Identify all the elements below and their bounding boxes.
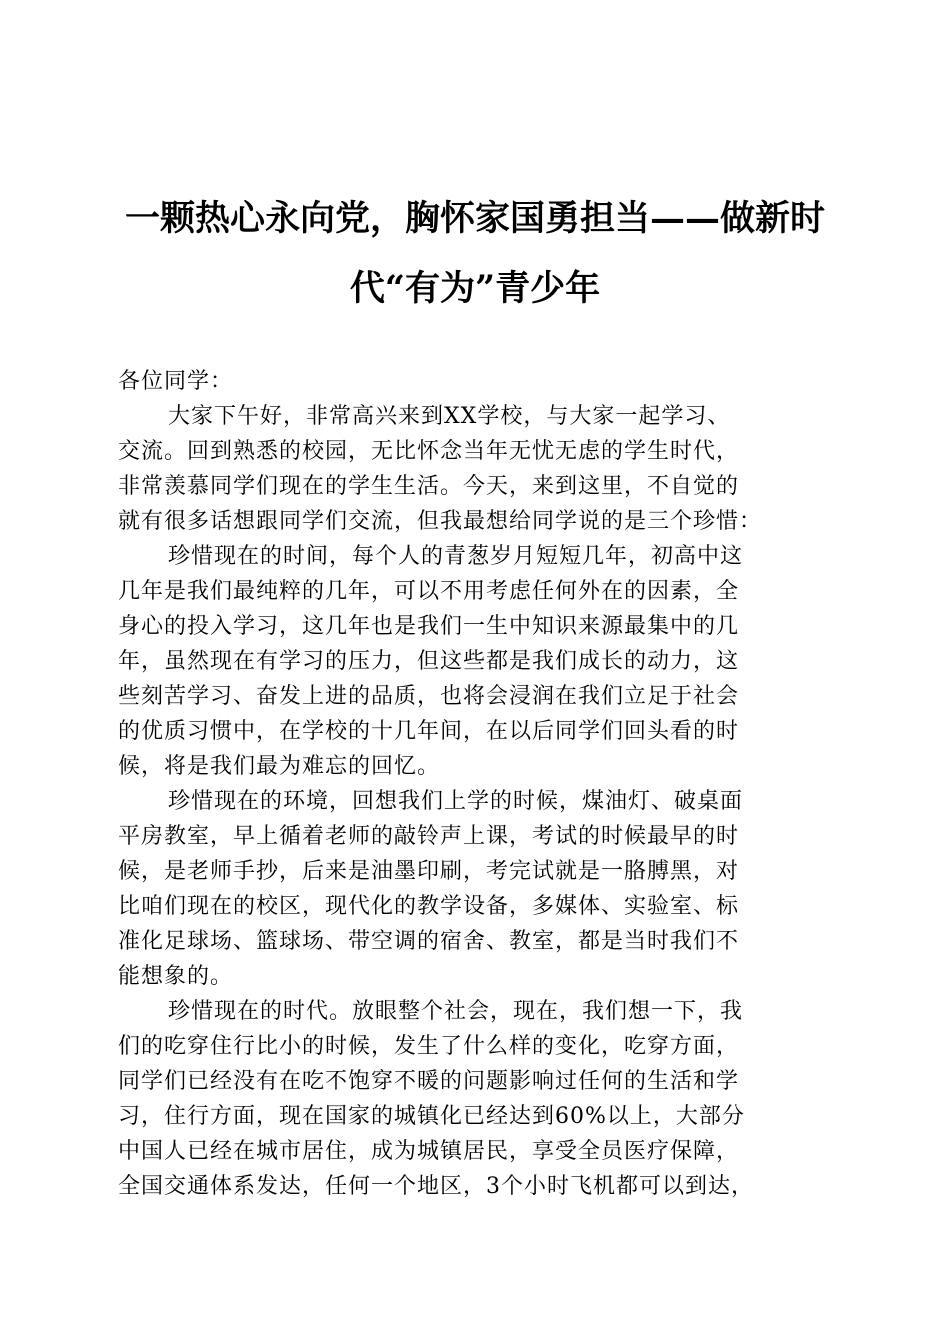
body-line: 全国交通体系发达，任何一个地区，3个小时飞机都可以到达， — [118, 1174, 754, 1199]
body-line: 习，住行方面，现在国家的城镇化已经达到60%以上，大部分 — [118, 1104, 745, 1129]
body-line: 非常羡慕同学们现在的学生生活。今天，来到这里，不自觉的 — [118, 474, 740, 499]
body-line: 几年是我们最纯粹的几年，可以不用考虑任何外在的因素，全 — [118, 579, 740, 604]
salutation: 各位同学： — [118, 369, 234, 394]
body-line: 中国人已经在城市居住，成为城镇居民，享受全员医疗保障， — [118, 1139, 740, 1164]
body-line: 的优质习惯中，在学校的十几年间，在以后同学们回头看的时 — [118, 719, 740, 744]
body-line: 候，是老师手抄，后来是油墨印刷，考完试就是一胳膊黑，对 — [118, 859, 740, 884]
body-line: 年，虽然现在有学习的压力，但这些都是我们成长的动力，这 — [118, 649, 740, 674]
body-line: 珍惜现在的时代。放眼整个社会，现在，我们想一下，我 — [168, 999, 744, 1024]
body-line: 交流。回到熟悉的校园，无比怀念当年无忧无虑的学生时代， — [118, 439, 740, 464]
body-line: 就有很多话想跟同学们交流，但我最想给同学说的是三个珍惜： — [118, 509, 763, 534]
document-body — [118, 364, 832, 1204]
document-title-line-1: 一颗热心永向党，胸怀家国勇担当——做新时 — [124, 198, 825, 239]
body-line: 能想象的。 — [118, 964, 234, 989]
body-line: 平房教室，早上循着老师的敲铃声上课，考试的时候最早的时 — [118, 824, 740, 849]
body-line: 珍惜现在的时间，每个人的青葱岁月短短几年，初高中这 — [168, 544, 744, 569]
body-line: 比咱们现在的校区，现代化的教学设备，多媒体、实验室、标 — [118, 894, 740, 919]
body-line: 大家下午好，非常高兴来到XX学校，与大家一起学习、 — [168, 404, 731, 429]
body-line: 些刻苦学习、奋发上进的品质，也将会浸润在我们立足于社会 — [118, 684, 740, 709]
body-line: 身心的投入学习，这几年也是我们一生中知识来源最集中的几 — [118, 614, 740, 639]
body-line: 候，将是我们最为难忘的回忆。 — [118, 754, 441, 779]
body-line: 们的吃穿住行比小的时候，发生了什么样的变化，吃穿方面， — [118, 1034, 740, 1059]
document-title-line-2: 代“有为”青少年 — [349, 268, 601, 309]
body-line: 同学们已经没有在吃不饱穿不暖的问题影响过任何的生活和学 — [118, 1069, 740, 1094]
body-line: 准化足球场、篮球场、带空调的宿舍、教室，都是当时我们不 — [118, 929, 740, 954]
body-line: 珍惜现在的环境，回想我们上学的时候，煤油灯、破桌面 — [168, 789, 744, 814]
